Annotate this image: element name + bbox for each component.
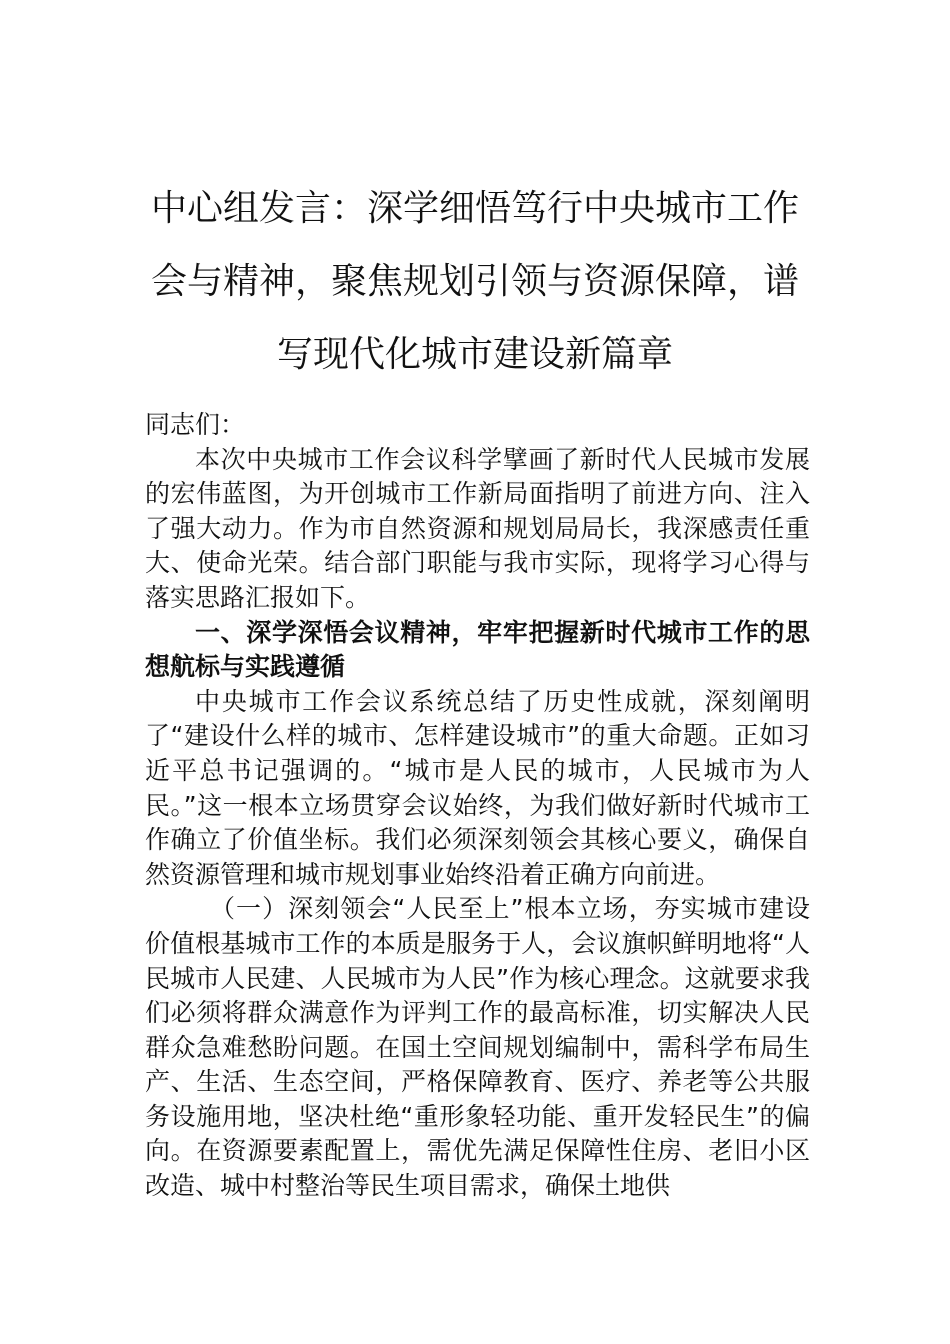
salutation: 同志们： (145, 410, 246, 439)
section-heading: 一、深学深悟会议精神，牢牢把握新时代城市工作的思想航标与实践遵循 (145, 617, 810, 682)
body-paragraph: 中央城市工作会议系统总结了历史性成就，深刻阐明了“建设什么样的城市、怎样建设城市”的重大命题。正如习近平总书记强调的。“城市是人民的城市，人民城市为人民。”这一根本立场贯穿会议始终，为我们做好新时代城市工作确立了价值坐标。我们必须深刻领会其核心要义，确保自然资源管理和城市规划事业始终沿着正确方向前进。 (145, 686, 810, 889)
intro-paragraph: 本次中央城市工作会议科学擘画了新时代人民城市发展的宏伟蓝图，为开创城市工作新局面指明了前进方向、注入了强大动力。作为市自然资源和规划局局长，我深感责任重大、使命光荣。结合部门职能与我市实际，现将学习心得与落实思路汇报如下。 (145, 444, 810, 612)
document-body (145, 408, 810, 1204)
title-line-3: 写现代化城市建设新篇章 (276, 334, 673, 375)
title-line-2: 会与精神，聚焦规划引领与资源保障，谱 (150, 261, 799, 302)
title-line-1: 中心组发言：深学细悟笃行中央城市工作 (150, 188, 799, 229)
document-title (145, 172, 805, 391)
subsection-paragraph: （一）深刻领会“人民至上”根本立场，夯实城市建设价值根基城市工作的本质是服务于人，会议旗帜鲜明地将“人民城市人民建、人民城市为人民”作为核心理念。这就要求我们必须将群众满意作为评判工作的最高标准，切实解决人民群众急难愁盼问题。在国土空间规划编制中，需科学布局生产、生活、生态空间，严格保障教育、医疗、养老等公共服务设施用地，坚决杜绝“重形象轻功能、重开发轻民生”的偏向。在资源要素配置上，需优先满足保障性住房、老旧小区改造、城中村整治等民生项目需求，确保土地供 (145, 894, 810, 1201)
